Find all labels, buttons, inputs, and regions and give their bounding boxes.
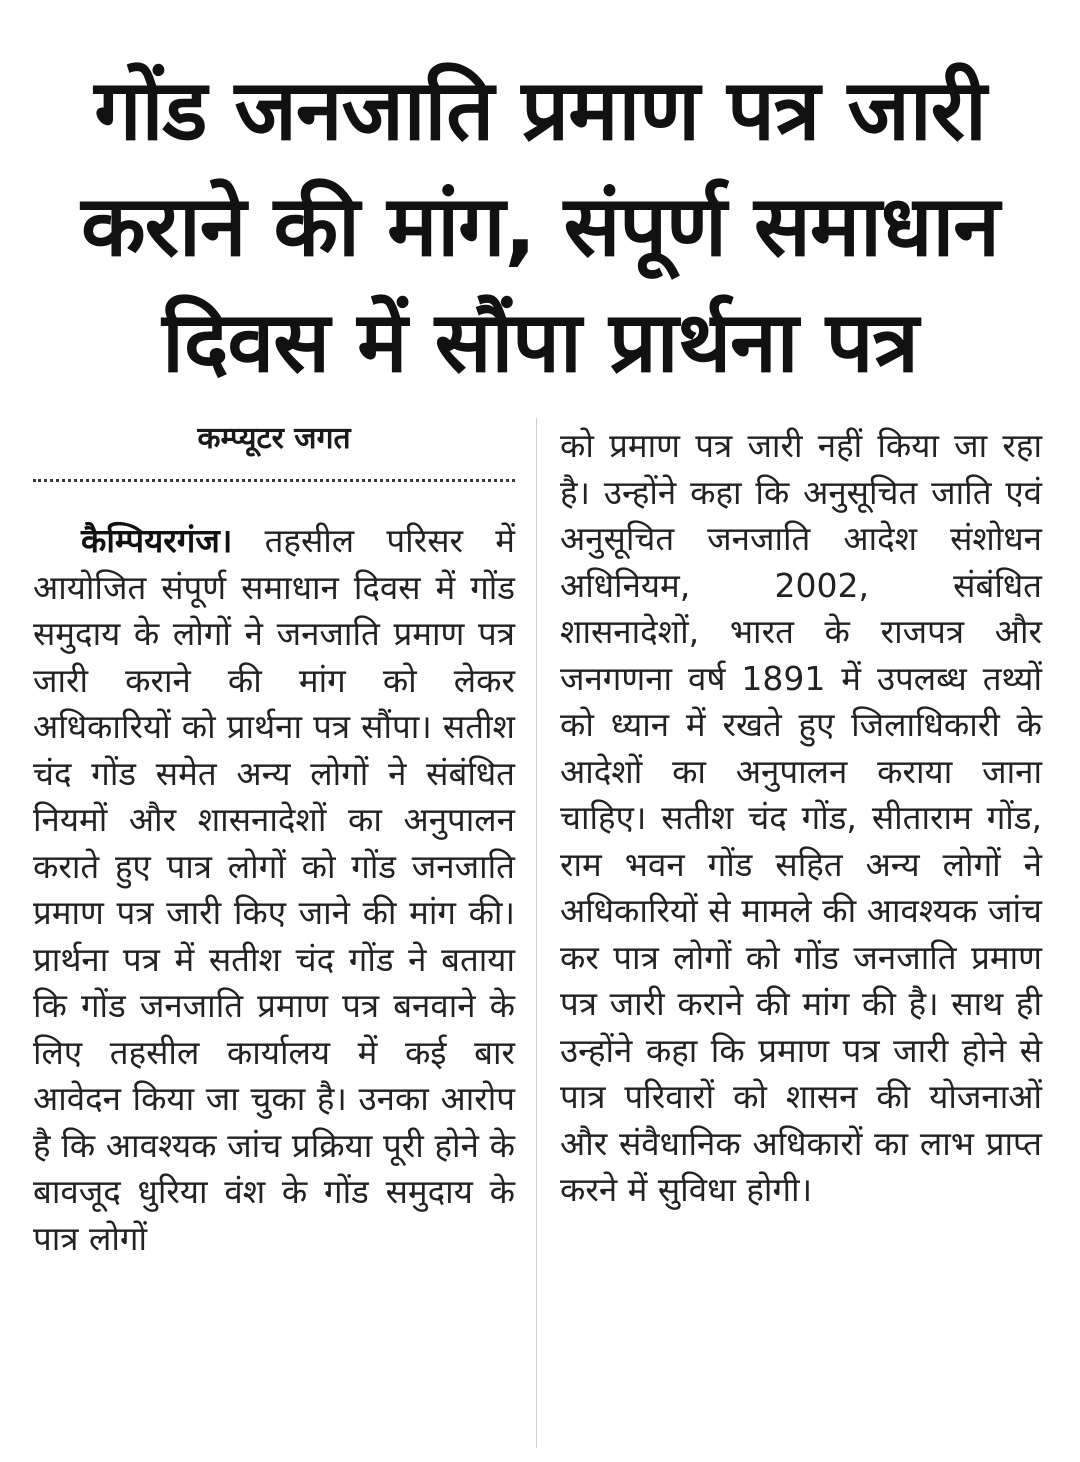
- right-column-paragraph: को प्रमाण पत्र जारी नहीं किया जा रहा है। उन्होंने कहा कि अनुसूचित जाति एवं अनुसूचित जनजाति आदेश संशोधन अधिनियम, 2002, संबंधित शासनादेशों, भारत के राजपत्र और जनगणना वर्ष 1891 में उपलब्ध तथ्यों को ध्यान में रखते हुए जिलाधिकारी के आदेशों का अनुपालन कराया जाना चाहिए। सतीश चंद गोंड, सीताराम गोंड, राम भवन गोंड सहित अन्य लोगों ने अधिकारियों से मामले की आवश्यक जांच कर पात्र लोगों को गोंड जनजाति प्रमाण पत्र जारी कराने की मांग की है। साथ ही उन्होंने कहा कि प्रमाण पत्र जारी होने से पात्र परिवारों को शासन की योजनाओं और संवैधानिक अधिकारों का लाभ प्राप्त करने में सुविधा होगी।: [560, 426, 1042, 1209]
- byline-divider: [33, 479, 515, 482]
- headline-line-3: दिवस में सौंपा प्रार्थना पत्र: [162, 293, 918, 391]
- article-headline: [20, 52, 1060, 400]
- article-column-left: [33, 518, 515, 1262]
- left-column-body: तहसील परिसर में आयोजित संपूर्ण समाधान दिवस में गोंड समुदाय के लोगों ने जनजाति प्रमाण पत्र जारी कराने की मांग को लेकर अधिकारियों को प्रार्थना पत्र सौंपा। सतीश चंद गोंड समेत अन्य लोगों ने संबंधित नियमों और शासनादेशों का अनुपालन कराते हुए पात्र लोगों को गोंड जनजाति प्रमाण पत्र जारी किए जाने की मांग की। प्रार्थना पत्र में सतीश चंद गोंड ने बताया कि गोंड जनजाति प्रमाण पत्र बनवाने के लिए तहसील कार्यालय में कई बार आवेदन किया जा चुका है। उनका आरोप है कि आवश्यक जांच प्रक्रिया पूरी होने के बावजूद धुरिया वंश के गोंड समुदाय के पात्र लोगों: [33, 521, 515, 1258]
- left-column-paragraph: [33, 518, 515, 1262]
- article-dateline: कैम्पियरगंज।: [81, 521, 233, 560]
- article-byline: कम्प्यूटर जगत: [197, 421, 351, 456]
- article-column-right: [560, 423, 1042, 1214]
- headline-line-1: गोंड जनजाति प्रमाण पत्र जारी: [94, 61, 986, 159]
- headline-line-2: कराने की मांग, संपूर्ण समाधान: [81, 177, 999, 275]
- column-divider: [536, 418, 537, 1448]
